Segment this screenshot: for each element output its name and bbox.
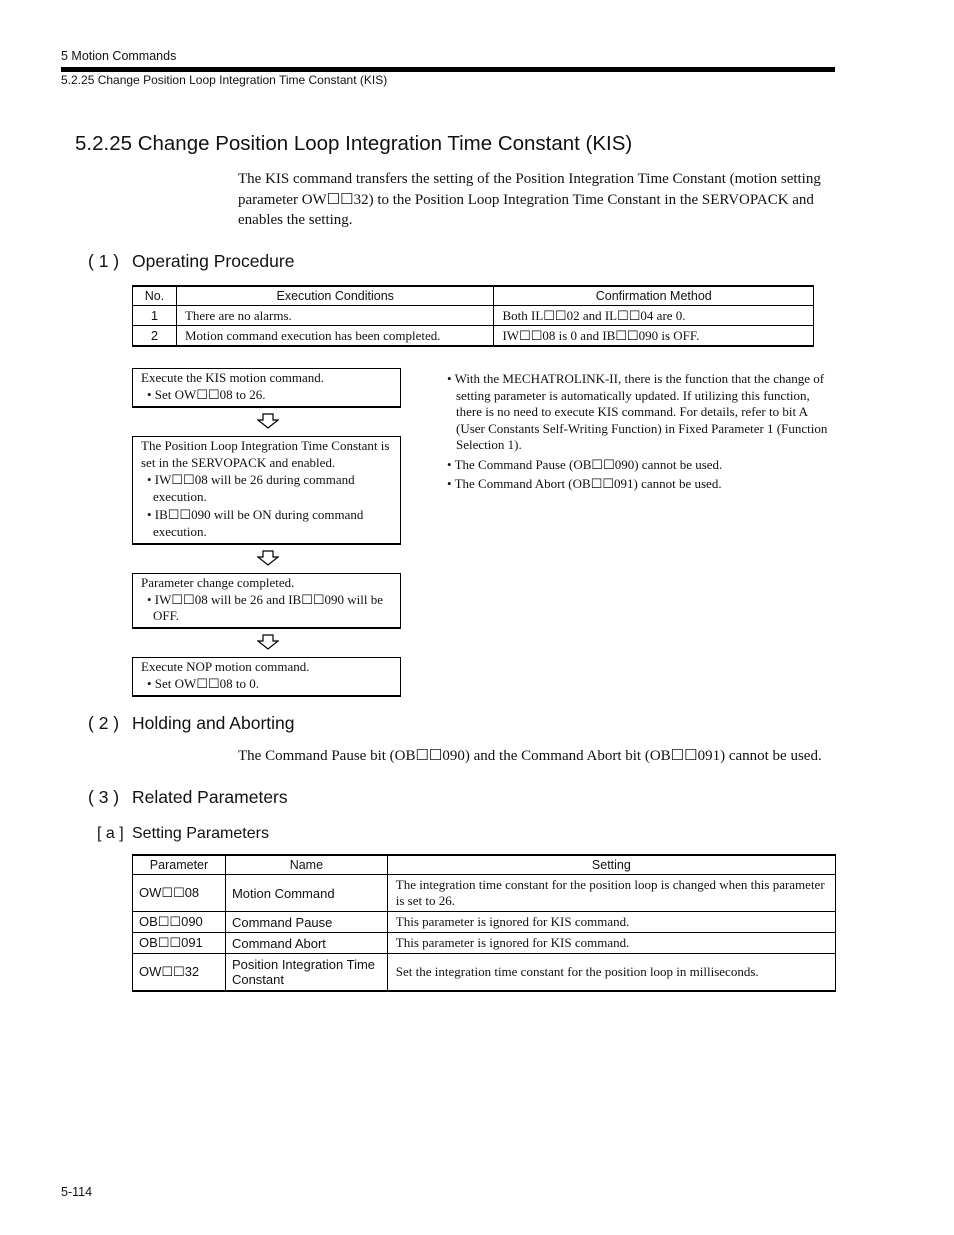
flow-bullet: • IW☐☐08 will be 26 during command execution. xyxy=(147,472,355,504)
holding-paragraph: The Command Pause bit (OB☐☐090) and the Command Abort bit (OB☐☐091) cannot be used. xyxy=(238,748,822,764)
heading-number: [ a ] xyxy=(97,825,124,842)
table-cell: This parameter is ignored for KIS command. xyxy=(387,912,835,933)
down-arrow-icon xyxy=(257,550,279,566)
section-title: 5.2.25 Change Position Loop Integration Time Constant (KIS) xyxy=(75,132,633,155)
table-cell: Motion Command xyxy=(225,875,387,912)
table-row xyxy=(133,954,836,991)
params-table xyxy=(132,854,836,992)
flow-bullet: • IB☐☐090 will be ON during command execution. xyxy=(147,507,364,539)
down-arrow-icon xyxy=(257,413,279,429)
intro-paragraph: The KIS command transfers the setting of the Position Integration Time Constant (motion setting parameter OW☐☐32) to the Position Loop Integration Time Constant in the SERVOPACK and enables the setting. xyxy=(238,171,821,228)
table-cell: This parameter is ignored for KIS command. xyxy=(387,933,835,954)
flow-step-2 xyxy=(132,436,401,545)
column-header: Confirmation Method xyxy=(494,286,814,306)
table-cell: The integration time constant for the position loop is changed when this parameter is set to 26. xyxy=(387,875,835,912)
heading-text: Setting Parameters xyxy=(132,825,269,842)
table-cell: OB☐☐091 xyxy=(133,933,226,954)
procedure-table xyxy=(132,285,814,347)
note-item: • The Command Pause (OB☐☐090) cannot be used. xyxy=(447,456,723,472)
table-cell: 1 xyxy=(133,306,177,326)
page-number: 5-114 xyxy=(61,1185,93,1199)
column-header: Execution Conditions xyxy=(176,286,494,306)
heading-setting-parameters xyxy=(97,825,269,843)
table-cell: OB☐☐090 xyxy=(133,912,226,933)
flow-step-text: Parameter change completed. xyxy=(141,575,295,590)
heading-number: ( 1 ) xyxy=(88,251,120,271)
heading-number: ( 3 ) xyxy=(88,787,120,807)
table-cell: Set the integration time constant for the position loop in milliseconds. xyxy=(387,954,835,991)
flow-bullet: • Set OW☐☐08 to 26. xyxy=(147,386,266,402)
table-header-row xyxy=(133,855,836,875)
flow-step-text: Execute NOP motion command. xyxy=(141,659,310,674)
table-row xyxy=(133,326,814,347)
table-row xyxy=(133,933,836,954)
heading-text: Operating Procedure xyxy=(132,251,295,271)
flow-step-text: The Position Loop Integration Time Constant is set in the SERVOPACK and enabled. xyxy=(141,438,390,470)
table-cell: 2 xyxy=(133,326,177,347)
heading-text: Related Parameters xyxy=(132,787,288,807)
column-header: Setting xyxy=(387,855,835,875)
table-cell: Command Pause xyxy=(225,912,387,933)
flow-step-4 xyxy=(132,657,401,697)
down-arrow-icon xyxy=(257,634,279,650)
table-row xyxy=(133,875,836,912)
table-cell: There are no alarms. xyxy=(176,306,494,326)
running-header-chapter: 5 Motion Commands xyxy=(61,49,177,63)
column-header: Name xyxy=(225,855,387,875)
table-header-row xyxy=(133,286,814,306)
column-header: No. xyxy=(133,286,177,306)
column-header: Parameter xyxy=(133,855,226,875)
table-cell: Motion command execution has been completed. xyxy=(176,326,494,347)
notes-list xyxy=(447,371,835,496)
table-cell: IW☐☐08 is 0 and IB☐☐090 is OFF. xyxy=(494,326,814,347)
heading-holding-aborting xyxy=(88,713,294,734)
table-row xyxy=(133,912,836,933)
flow-step-1 xyxy=(132,368,401,408)
heading-operating-procedure xyxy=(88,251,294,272)
heading-number: ( 2 ) xyxy=(88,713,120,733)
note-item: • The Command Abort (OB☐☐091) cannot be used. xyxy=(447,476,722,491)
table-cell: Both IL☐☐02 and IL☐☐04 are 0. xyxy=(494,306,814,326)
heading-text: Holding and Aborting xyxy=(132,713,295,733)
note-item: • With the MECHATROLINK-II, there is the function that the change of setting parameter is automatically updated. If utilizing this function, there is no need to execute KIS command. For details, refer to bit A (User Constants Self-Writing Function) in Fixed Parameter 1 (Function Selection 1). xyxy=(447,371,828,452)
flow-step-3 xyxy=(132,573,401,629)
table-cell: OW☐☐08 xyxy=(133,875,226,912)
table-cell: OW☐☐32 xyxy=(133,954,226,991)
header-rule xyxy=(61,67,835,72)
running-header-section: 5.2.25 Change Position Loop Integration Time Constant (KIS) xyxy=(61,73,388,87)
table-cell: Position Integration Time Constant xyxy=(225,954,387,991)
flow-step-text: Execute the KIS motion command. xyxy=(141,370,325,385)
table-row xyxy=(133,306,814,326)
flow-bullet: • IW☐☐08 will be 26 and IB☐☐090 will be OFF. xyxy=(147,591,384,623)
heading-related-parameters xyxy=(88,787,288,808)
flow-bullet: • Set OW☐☐08 to 0. xyxy=(147,675,259,691)
table-cell: Command Abort xyxy=(225,933,387,954)
